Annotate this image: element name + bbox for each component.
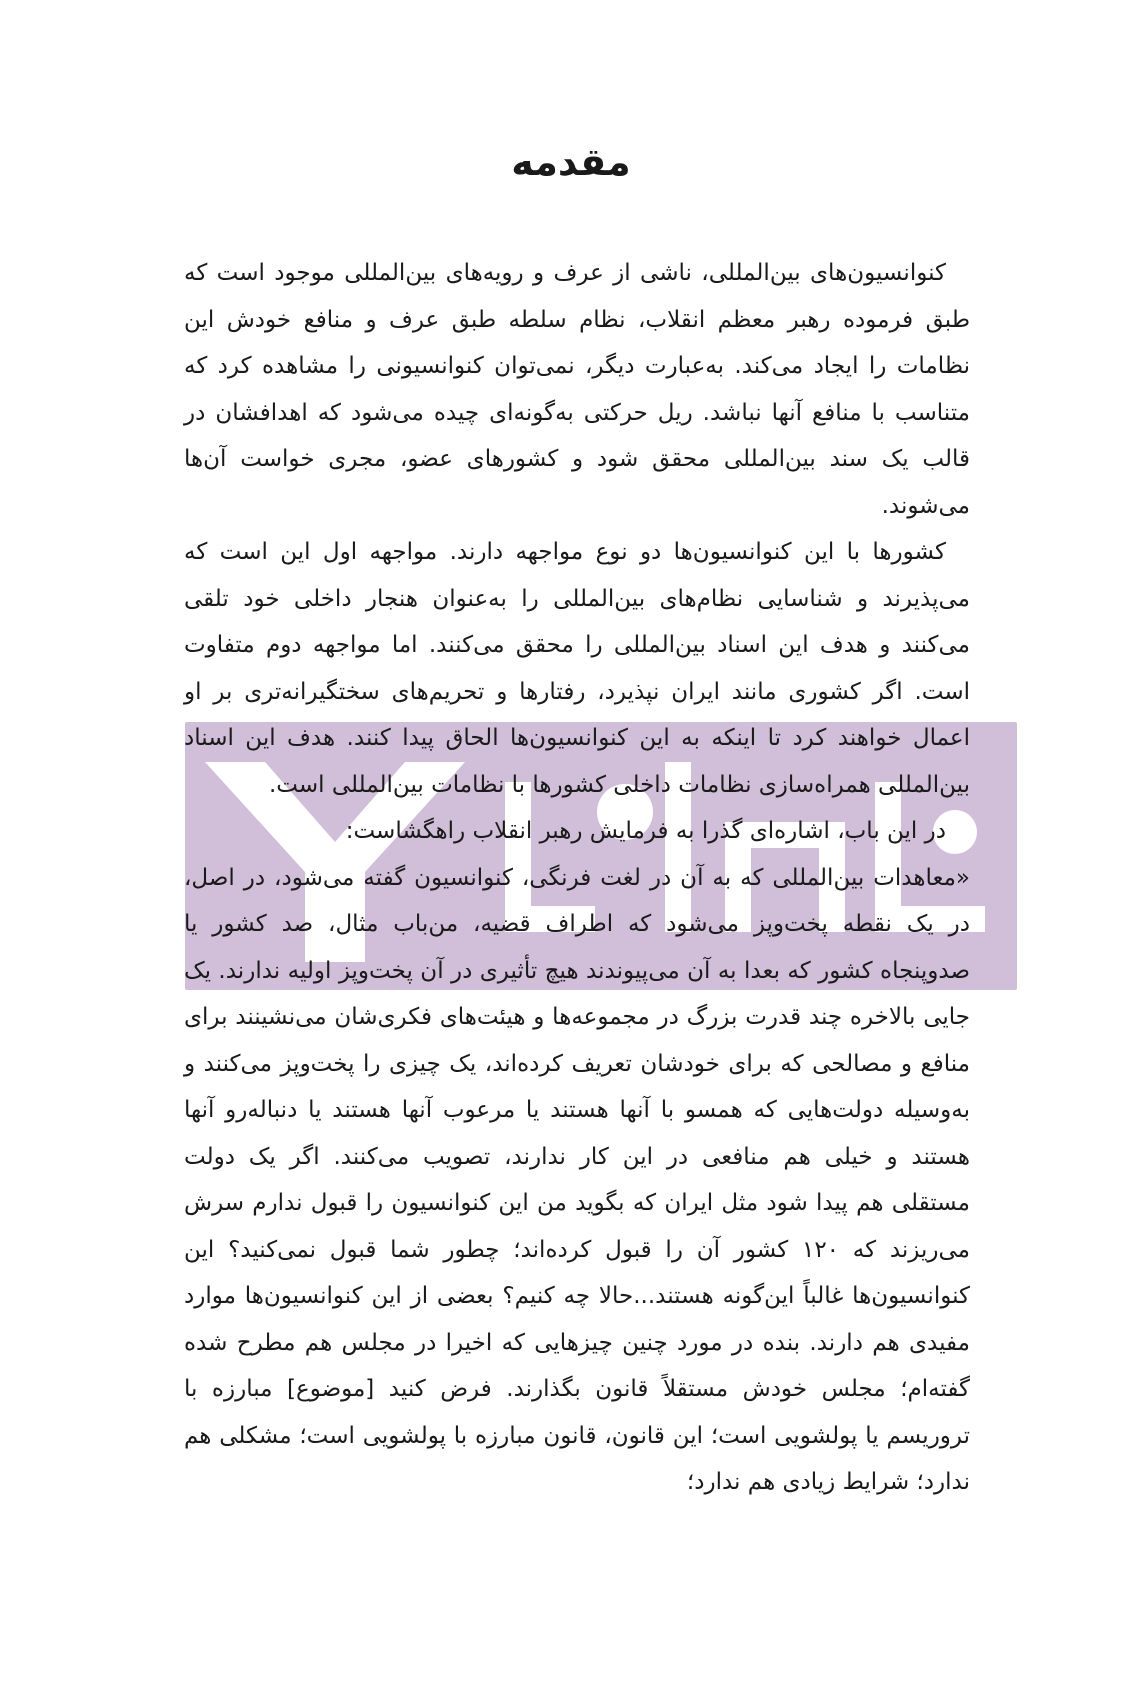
paragraph: کنوانسیون‌های بین‌المللی، ناشی از عرف و رویه‌های بین‌المللی موجود است که طبق فرموده رهبر معظم انقلاب، نظام سلطه طبق عرف و منافع خودش این نظامات را ایجاد می‌کند. به‌عبارت دیگر، نمی‌توان کنوانسیونی را مشاهده کرد که متناسب با منافع آنها نباشد. ریل حرکتی به‌گونه‌ای چیده می‌شود که اهدافشان در قالب یک سند بین‌المللی محقق شود و کشورهای عضو، مجری خواست آن‌ها می‌شوند.	[184, 260, 970, 519]
page-title: مقدمه	[511, 140, 631, 184]
quote-paragraph: «معاهدات بین‌المللی که به آن در لغت فرنگی، کنوانسیون گفته می‌شود، در اصل، در یک نقطه پخت‌وپز می‌شود که اطراف قضیه، من‌باب مثال، صد کشور یا صدوپنجاه کشور که بعدا به آن می‌پیوندند هیچ تأثیری در آن پخت‌وپز اولیه ندارند. یک جایی بالاخره چند قدرت بزرگ در مجموعه‌ها و هیئت‌های فکری‌شان می‌نشینند برای منافع و مصالحی که برای خودشان تعریف کرده‌اند، یک چیزی را پخت‌وپز می‌کنند و به‌وسیله دولت‌هایی که همسو با آنها هستند یا مرعوب آنها هستند یا دنباله‌رو آنها هستند و خیلی هم منافعی در این کار ندارند، تصویب می‌کنند. اگر یک دولت مستقلی هم پیدا شود مثل ایران که بگوید من این کنوانسیون را قبول ندارم سرش می‌ریزند که ۱۲۰ کشور آن را قبول کرده‌اند؛ چطور شما قبول نمی‌کنید؟ این کنوانسیون‌ها غالباً این‌گونه هستند...حالا چه کنیم؟ بعضی از این کنوانسیون‌ها موارد مفیدی هم دارند. بنده در مورد چنین چیزهایی که اخیرا در مجلس هم مطرح شده گفته‌ام؛ مجلس خودش مستقلاً قانون بگذارند. فرض کنید [موضوع] مبارزه با تروریسم یا پولشویی است؛ این قانون، قانون مبارزه با پولشویی است؛ مشکلی هم ندارد؛ شرایط زیادی هم ندارد؛	[184, 864, 971, 1495]
body-text	[184, 250, 970, 1506]
paragraph: در این باب، اشاره‌ای گذرا به فرمایش رهبر انقلاب راهگشاست:	[345, 818, 946, 844]
paragraph: کشورها با این کنوانسیون‌ها دو نوع مواجهه دارند. مواجهه اول این است که می‌پذیرند و شناسایی نظام‌های بین‌المللی را به‌عنوان هنجار داخلی خود تلقی می‌کنند و هدف این اسناد بین‌المللی را محقق می‌کنند. اما مواجهه دوم متفاوت است. اگر کشوری مانند ایران نپذیرد، رفتارها و تحریم‌های سختگیرانه‌تری بر او اعمال خواهند کرد تا اینکه به این کنوانسیون‌ها الحاق پیدا کنند. هدف این اسناد بین‌المللی همراه‌سازی نظامات داخلی کشورها با نظامات بین‌المللی است.	[184, 539, 970, 798]
